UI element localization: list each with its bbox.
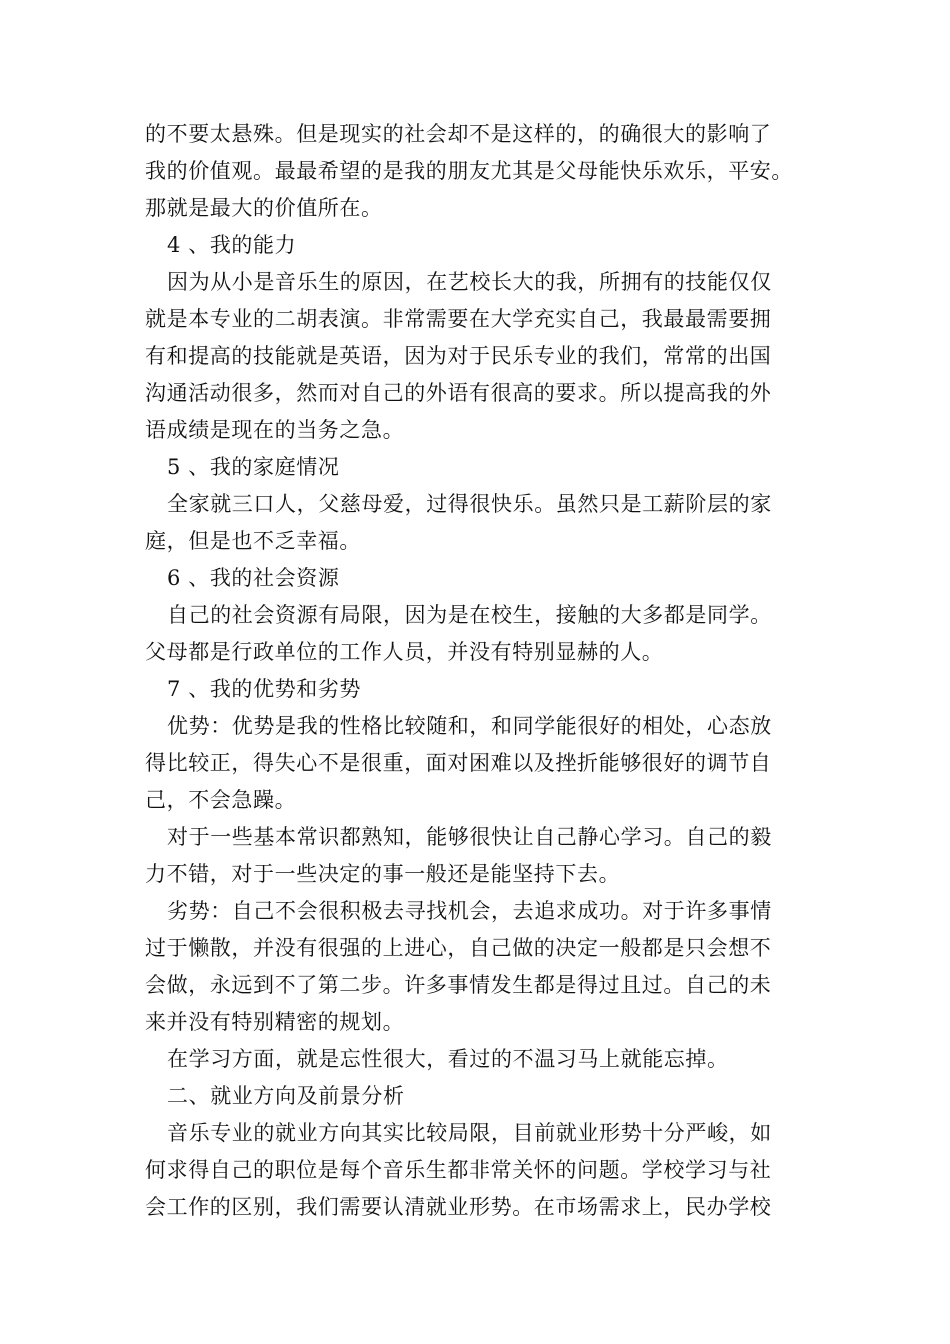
- text-line: 来并没有特别精密的规划。: [145, 1010, 405, 1034]
- section-heading: 6 、我的社会资源: [167, 566, 340, 590]
- text-line: 劣势：自己不会很积极去寻找机会，去追求成功。对于许多事情: [167, 899, 772, 923]
- text-line: 在学习方面，就是忘性很大，看过的不温习马上就能忘掉。: [167, 1047, 729, 1071]
- text-line: 会工作的区别，我们需要认清就业形势。在市场需求上，民办学校: [145, 1195, 772, 1219]
- text-line: 得比较正，得失心不是很重，面对困难以及挫折能够很好的调节自: [145, 751, 772, 775]
- text-line: 会做，永远到不了第二步。许多事情发生都是得过且过。自己的未: [145, 973, 772, 997]
- text-line: 我的价值观。最最希望的是我的朋友尤其是父母能快乐欢乐，平安。: [145, 159, 793, 183]
- text-line: 对于一些基本常识都熟知，能够很快让自己静心学习。自己的毅: [167, 825, 772, 849]
- section-heading: 5 、我的家庭情况: [167, 455, 340, 479]
- text-line: 因为从小是音乐生的原因，在艺校长大的我，所拥有的技能仅仅: [167, 270, 772, 294]
- text-line: 己，不会急躁。: [145, 788, 297, 812]
- text-line: 庭，但是也不乏幸福。: [145, 529, 361, 553]
- section-heading: 4 、我的能力: [167, 233, 297, 257]
- text-line: 音乐专业的就业方向其实比较局限，目前就业形势十分严峻，如: [167, 1121, 772, 1145]
- text-line: 那就是最大的价值所在。: [145, 196, 383, 220]
- text-line: 何求得自己的职位是每个音乐生都非常关怀的问题。学校学习与社: [145, 1158, 772, 1182]
- text-line: 沟通活动很多，然而对自己的外语有很高的要求。所以提高我的外: [145, 381, 772, 405]
- section-heading: 二、就业方向及前景分析: [167, 1084, 405, 1108]
- text-line: 语成绩是现在的当务之急。: [145, 418, 405, 442]
- text-line: 自己的社会资源有局限，因为是在校生，接触的大多都是同学。: [167, 603, 772, 627]
- section-heading: 7 、我的优势和劣势: [167, 677, 362, 701]
- text-line: 的不要太悬殊。但是现实的社会却不是这样的，的确很大的影响了: [145, 122, 772, 146]
- text-line: 有和提高的技能就是英语，因为对于民乐专业的我们，常常的出国: [145, 344, 772, 368]
- text-line: 力不错，对于一些决定的事一般还是能坚持下去。: [145, 862, 621, 886]
- text-line: 就是本专业的二胡表演。非常需要在大学充实自己，我最最需要拥: [145, 307, 772, 331]
- text-line: 全家就三口人，父慈母爱，过得很快乐。虽然只是工薪阶层的家: [167, 492, 772, 516]
- text-line: 优势：优势是我的性格比较随和，和同学能很好的相处，心态放: [167, 714, 772, 738]
- text-line: 父母都是行政单位的工作人员，并没有特别显赫的人。: [145, 640, 664, 664]
- text-line: 过于懒散，并没有很强的上进心，自己做的决定一般都是只会想不: [145, 936, 772, 960]
